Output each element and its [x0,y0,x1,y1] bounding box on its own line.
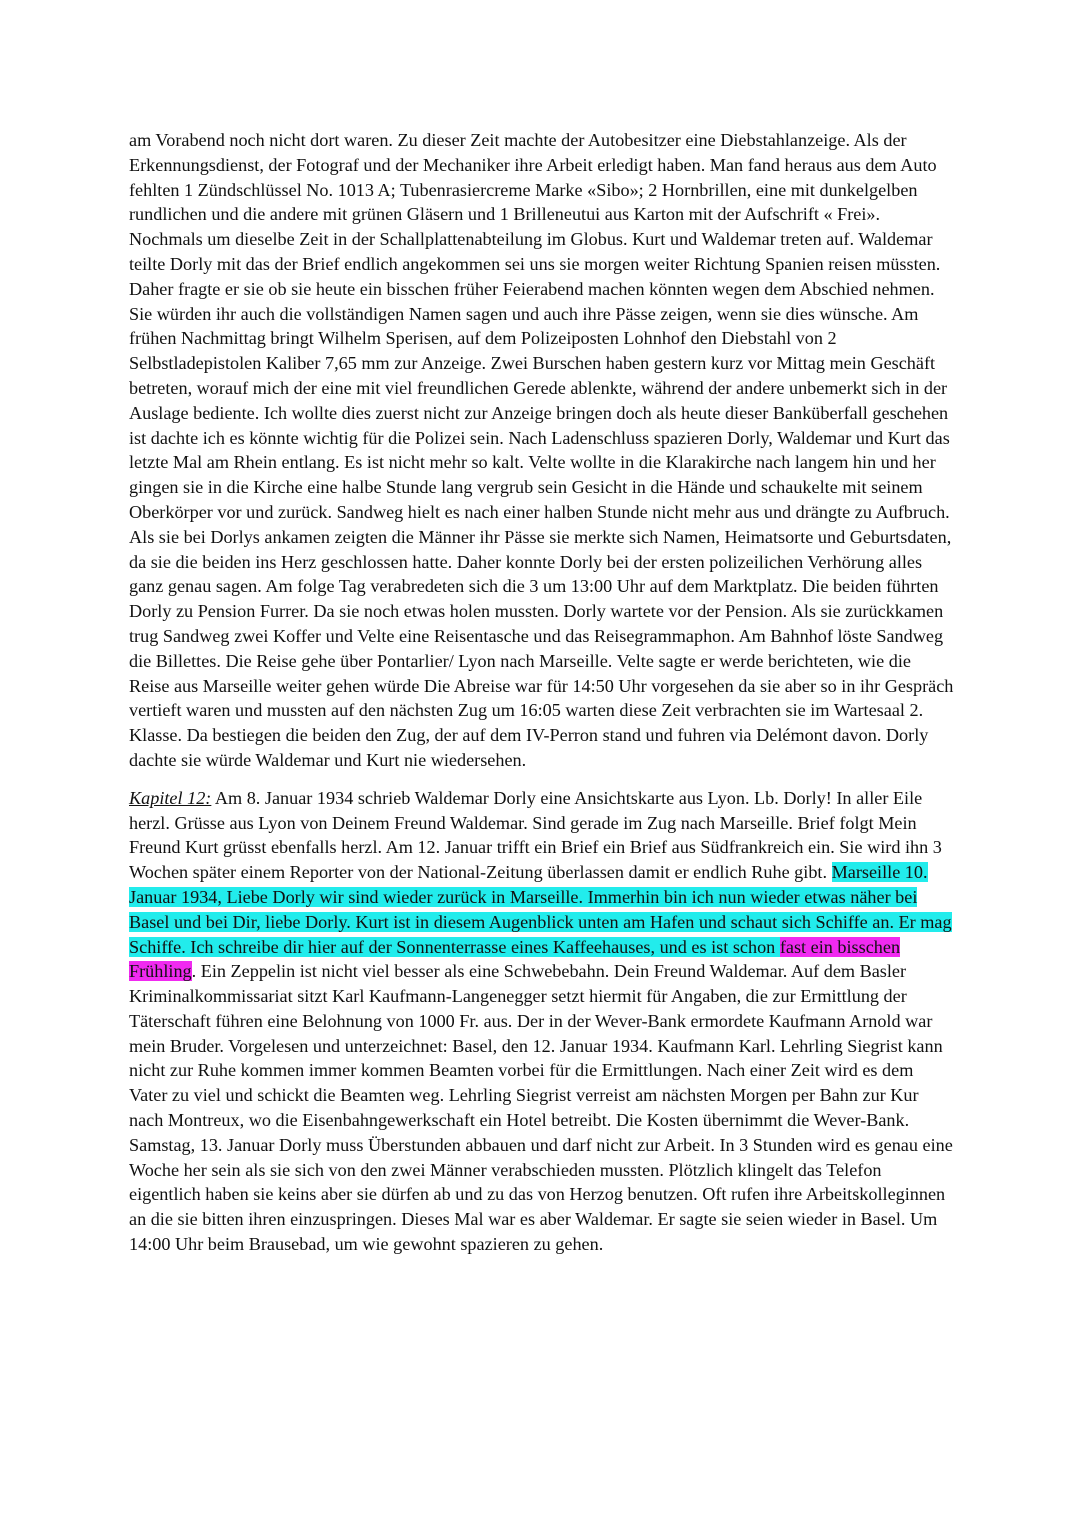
chapter-label: Kapitel 12: [129,787,212,808]
cyan-highlighted-letter: Marseille 10. Januar 1934, Liebe Dorly wir sind wieder zurück in Marseille. Immerhin bin ich nun wieder etwas näher bei Basel und bei Dir, liebe Dorly. Kurt ist in diesem Augenblick unten am Hafen und schaut sich Schiffe an. Er mag Schiffe. Ich schreibe dir hier auf der Sonnenterrasse eines Kaffeehauses, und es ist schon [129,862,952,957]
paragraph-2-part-1: Am 8. Januar 1934 schrieb Waldemar Dorly eine Ansichtskarte aus Lyon. Lb. Dorly! In aller Eile herzl. Grüsse aus Lyon von Deinem Freund Waldemar. Sind gerade im Zug nach Marseille. Brief folgt Mein Freund Kurt grüsst ebenfalls herzl. Am 12. Januar trifft ein Brief ein Brief aus Südfrankreich ein. Sie wird ihn 3 Wochen später einem Reporter von der National-Zeitung überlassen damit er endlich Ruhe gibt. [129,787,942,883]
document-page [129,128,955,1257]
paragraph-2 [129,786,955,1257]
paragraph-1: am Vorabend noch nicht dort waren. Zu dieser Zeit machte der Autobesitzer eine Diebstahlanzeige. Als der Erkennungsdienst, der Fotograf und der Mechaniker ihre Arbeit erledigt haben. Man fand heraus aus dem Auto fehlten 1 Zündschlüssel No. 1013 A; Tubenrasiercreme Marke «Sibo»; 2 Hornbrillen, eine mit dunkelgelben rundlichen und die andere mit grünen Gläsern und 1 Brilleneutui aus Karton mit der Aufschrift « Frei». Nochmals um dieselbe Zeit in der Schallplattenabteilung im Globus. Kurt und Waldemar treten auf. Waldemar teilte Dorly mit das der Brief endlich angekommen sei uns sie morgen weiter Richtung Spanien reisen müssten. Daher fragte er sie ob sie heute ein bisschen früher Feierabend machen könnten wegen dem Abschied nehmen. Sie würden ihr auch die vollständigen Namen sagen und auch ihre Pässe zeigen, wenn sie dies wünsche. Am frühen Nachmittag bringt Wilhelm Sperisen, auf dem Polizeiposten Lohnhof den Diebstahl von 2 Selbstladepistolen Kaliber 7,65 mm zur Anzeige. Zwei Burschen haben gestern kurz vor Mittag mein Geschäft betreten, worauf mich der eine mit viel freundlichen Gerede ablenkte, während der andere unbemerkt sich in der Auslage bediente. Ich wollte dies zuerst nicht zur Anzeige bringen doch als heute dieser Banküberfall geschehen ist dachte ich es könnte wichtig für die Polizei sein. Nach Ladenschluss spazieren Dorly, Waldemar und Kurt das letzte Mal am Rhein entlang. Es ist nicht mehr so kalt. Velte wollte in die Klarakirche nach langem hin und her gingen sie in die Kirche eine halbe Stunde lang vergrub sein Gesicht in die Hände und schaukelte mit seinem Oberkörper vor und zurück. Sandweg hielt es nach einer halben Stunde nicht mehr aus und drängte zu Aufbruch. Als sie bei Dorlys ankamen zeigten die Männer ihr Pässe sie merkte sich Namen, Heimatsorte und Geburtsdaten, da sie die beiden ins Herz geschlossen hatte. Daher konnte Dorly bei der ersten polizeilichen Verhörung alles ganz genau sagen. Am folge Tag verabredeten sich die 3 um 13:00 Uhr auf dem Marktplatz. Die beiden führten Dorly zu Pension Furrer. Da sie noch etwas holen mussten. Dorly wartete vor der Pension. Als sie zurückkamen trug Sandweg zwei Koffer und Velte eine Reisentasche und das Reisegrammaphon. Am Bahnhof löste Sandweg die Billettes. Die Reise gehe über Pontarlier/ Lyon nach Marseille. Velte sagte er werde berichteten, wie die Reise aus Marseille weiter gehen würde Die Abreise war für 14:50 Uhr vorgesehen da sie aber so in ihr Gespräch vertieft waren und mussten auf den nächsten Zug um 16:05 warten diese Zeit verbrachten sie im Wartesaal 2. Klasse. Da bestiegen die beiden den Zug, der auf dem IV-Perron stand und fuhren via Delémont davon. Dorly dachte sie würde Waldemar und Kurt nie wiedersehen. [129,130,954,770]
magenta-highlighted-phrase: fast ein bisschen Frühling [129,936,901,982]
paragraph-2-part-2: . Ein Zeppelin ist nicht viel besser als eine Schwebebahn. Dein Freund Waldemar. Auf dem Basler Kriminalkommissariat sitzt Karl Kaufmann-Langenegger setzt hiermit für Angaben, die zur Ermittlung der Täterschaft führen eine Belohnung von 1000 Fr. aus. Der in der Wever-Bank ermordete Kaufmann Arnold war mein Bruder. Vorgelesen und unterzeichnet: Basel, den 12. Januar 1934. Kaufmann Karl. Lehrling Siegrist kann nicht zur Ruhe kommen immer kommen Beamten vorbei für die Ermittlungen. Nach einer Zeit wird es dem Vater zu viel und schickt die Beamten weg. Lehrling Siegrist verreist am nächsten Morgen per Bahn zur Kur nach Montreux, wo die Eisenbahngewerkschaft ein Hotel betreibt. Die Kosten übernimmt die Wever-Bank. Samstag, 13. Januar Dorly muss Überstunden abbauen und darf nicht zur Arbeit. In 3 Stunden wird es genau eine Woche her sein als sie sich von den zwei Männer verabschieden mussten. Plötzlich klingelt das Telefon eigentlich haben sie keins aber sie dürfen ab und zu das von Herzog benutzen. Oft rufen ihre Arbeitskolleginnen an die sie bitten ihren einzuspringen. Dieses Mal war es aber Waldemar. Er sagte sie seien wieder in Basel. Um 14:00 Uhr beim Brausebad, um wie gewohnt spazieren zu gehen. [129,961,953,1255]
